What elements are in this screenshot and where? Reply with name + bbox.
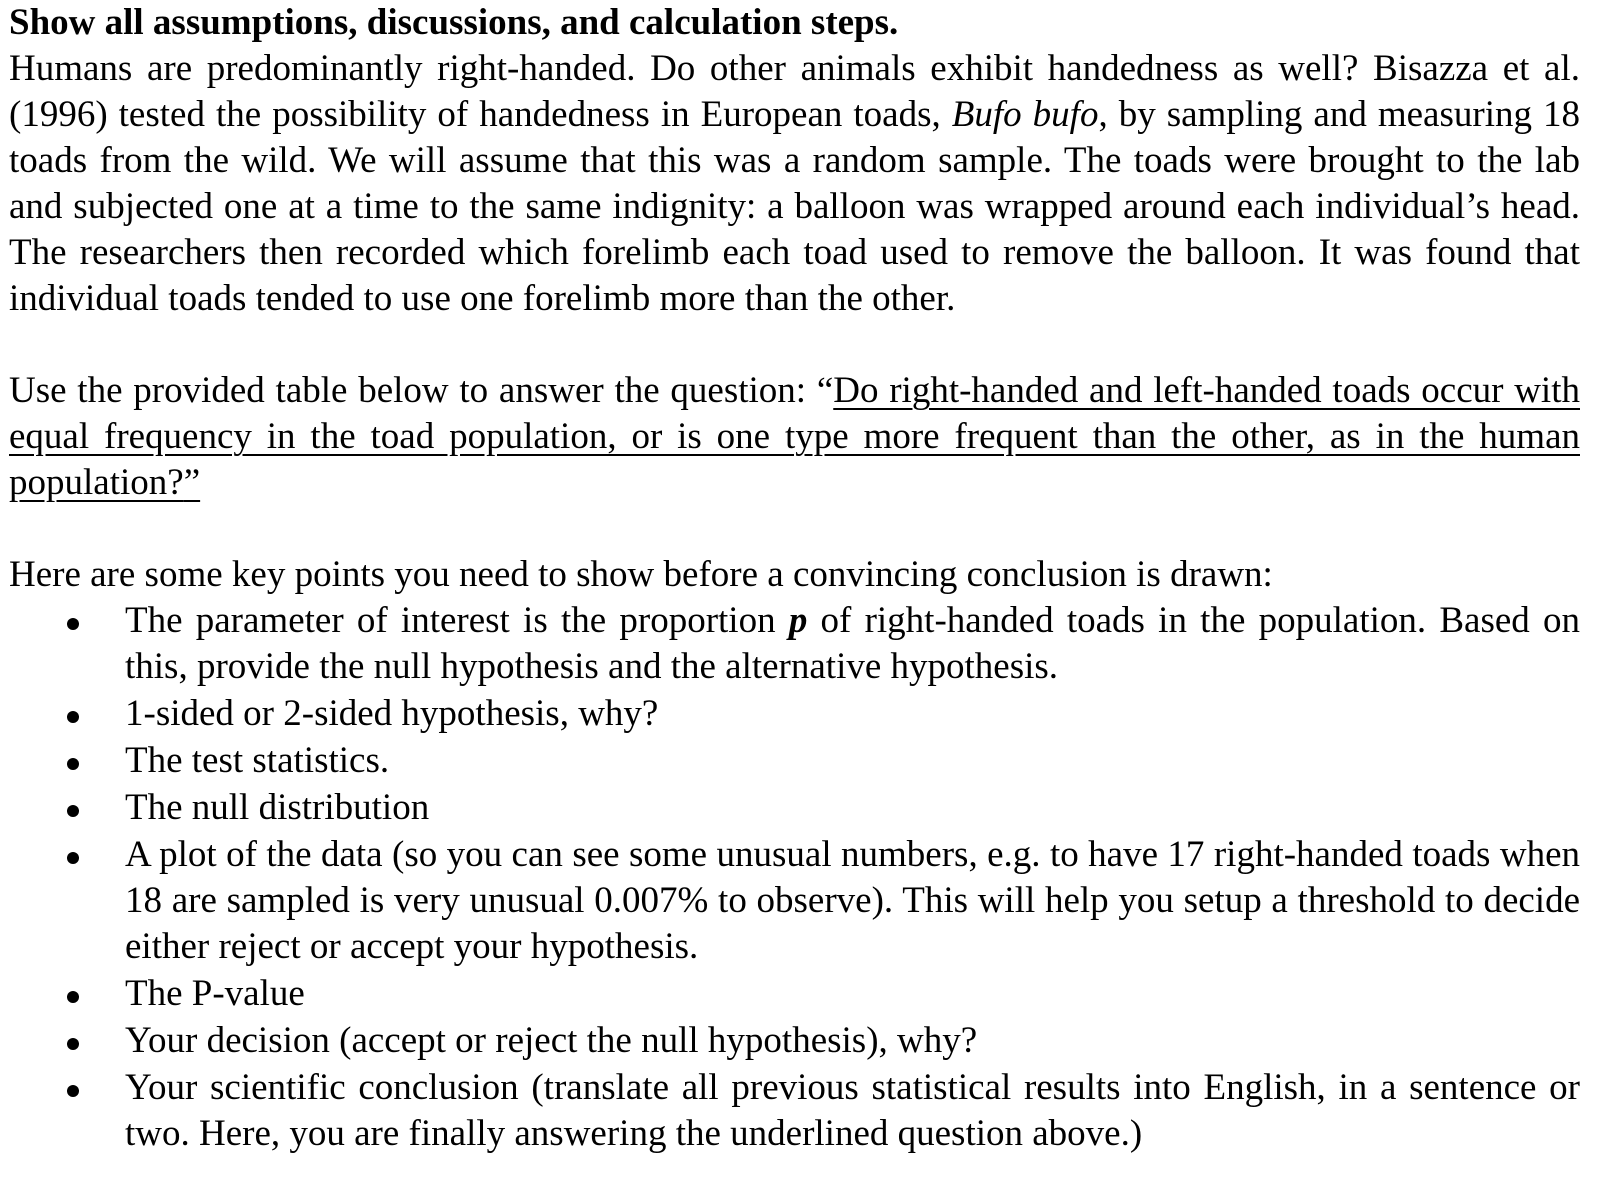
item-text: The P-value	[125, 973, 305, 1014]
item-text: Your scientific conclusion (translate all previous statistical results into English, in a sentence or two. Here, you are finally answering the underlined question above.)	[125, 1067, 1580, 1154]
item-text: The test statistics.	[125, 740, 390, 781]
item-text: of right-handed toads in the population. Based on this, provide the null hypothesis and the alternative hypothesis.	[125, 600, 1580, 687]
species-name: Bufo bufo	[951, 94, 1099, 135]
list-item	[9, 1065, 1580, 1157]
list-item	[9, 785, 1580, 831]
bullet-icon	[67, 1085, 79, 1097]
intro-text-part2: , by sampling and measuring 18 toads from the wild. We will assume that this was a random sample. The toads were brought to the lab and subjected one at a time to the same indignity: a balloon was wrapped around each individual’s head. The researchers then recorded which forelimb each toad used to remove the balloon. It was found that individual toads tended to use one forelimb more than the other.	[9, 94, 1580, 319]
item-text: The null distribution	[125, 787, 430, 828]
list-item	[9, 738, 1580, 784]
bullet-icon	[67, 991, 79, 1003]
list-item	[9, 1018, 1580, 1064]
keypoints-lead: Here are some key points you need to show before a convincing conclusion is drawn:	[9, 554, 1273, 595]
bullet-icon	[67, 711, 79, 723]
list-item	[9, 691, 1580, 737]
item-text: 1-sided or 2-sided hypothesis, why?	[125, 693, 659, 734]
bullet-icon	[67, 618, 79, 630]
spacer	[9, 322, 1580, 368]
intro-paragraph	[9, 46, 1580, 322]
question-close-quote: ”	[183, 462, 201, 503]
item-text: The parameter of interest is the proportion	[125, 600, 789, 641]
list-item	[9, 598, 1580, 690]
bullet-icon	[67, 805, 79, 817]
bullet-icon	[67, 852, 79, 864]
question-paragraph	[9, 368, 1580, 506]
keypoints-list	[9, 598, 1580, 1157]
item-text: Your decision (accept or reject the null hypothesis), why?	[125, 1020, 978, 1061]
question-lead: Use the provided table below to answer the question: “	[9, 370, 834, 411]
list-item	[9, 971, 1580, 1017]
list-item	[9, 832, 1580, 970]
instructions-heading: Show all assumptions, discussions, and calculation steps.	[9, 2, 899, 43]
intro-text-part1: Humans are predominantly right-handed. Do other animals exhibit handedness as well? Bisazza et al. (1996) tested the possibility of handedness in European toads,	[9, 48, 1580, 135]
parameter-p: p	[788, 600, 808, 641]
spacer	[9, 506, 1580, 552]
item-text: A plot of the data (so you can see some unusual numbers, e.g. to have 17 right-handed toads when 18 are sampled is very unusual 0.007% to observe). This will help you setup a threshold to decide either reject or accept your hypothesis.	[125, 834, 1580, 967]
bullet-icon	[67, 758, 79, 770]
underlined-question: Do right-handed and left-handed toads occur with equal frequency in the toad population, or is one type more frequent than the other, as in the human population?	[9, 370, 1580, 503]
bullet-icon	[67, 1038, 79, 1050]
